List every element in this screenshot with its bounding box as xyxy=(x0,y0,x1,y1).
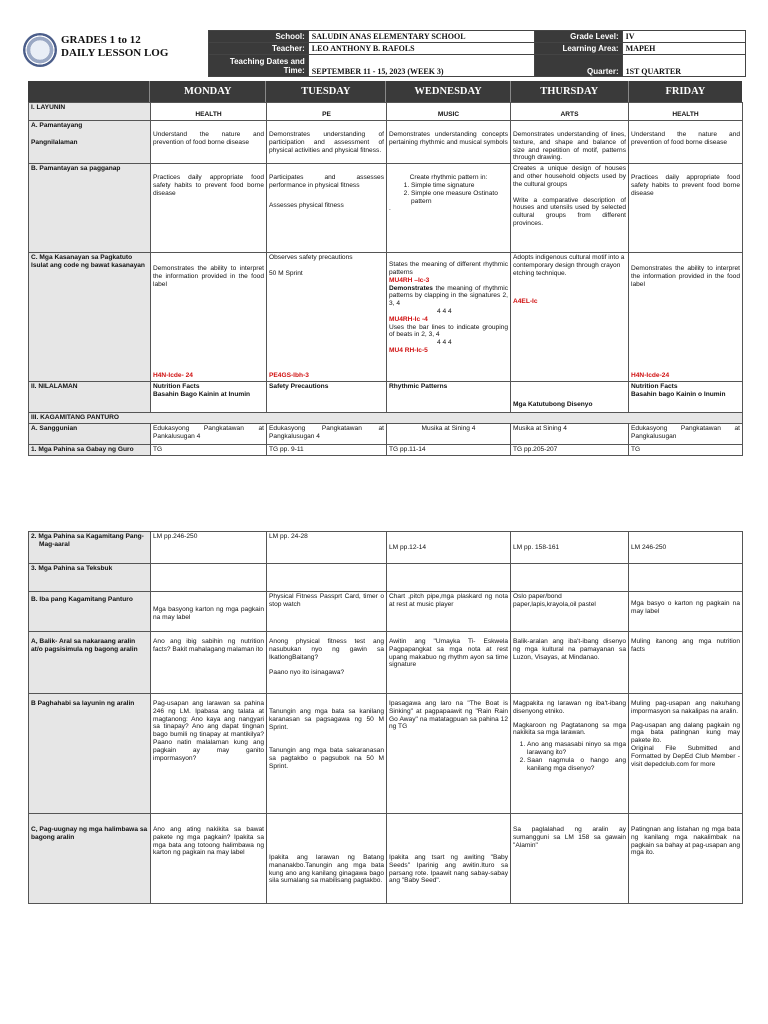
cell-text xyxy=(389,285,508,308)
weekday-corner xyxy=(28,81,149,102)
competency-code: MU4RH –Ic-3 xyxy=(389,276,430,284)
row-label-teksbuk: 3. Mga Pahina sa Teksbuk xyxy=(29,564,151,592)
competency-code: PE4GS-Ibh-3 xyxy=(269,372,309,380)
cell-kasanayan-wed xyxy=(387,253,511,382)
lesson-log-table-page-2 xyxy=(28,531,743,904)
cell-text: Nutrition Facts xyxy=(631,383,678,391)
subject-monday: HEALTH xyxy=(151,103,267,121)
cell-gabay-mon: TG xyxy=(151,444,267,455)
cell-nilalaman-tue: Safety Precautions xyxy=(267,382,387,413)
cell-paghahabi-tue xyxy=(267,694,387,814)
cell-mag-aaral-fri: LM 246-250 xyxy=(629,532,743,564)
competency-code: H4N-Icde-24 xyxy=(631,372,670,380)
label-line: Mag-aaral xyxy=(39,540,70,548)
cell-paghahabi-thu xyxy=(511,694,629,814)
row-label-sanggunian: A. Sanggunian xyxy=(29,423,151,444)
cell-kasanayan-fri xyxy=(629,253,743,382)
cell-kasanayan-tue xyxy=(267,253,387,382)
area-value: MAPEH xyxy=(622,43,745,55)
cell-teksbuk-mon xyxy=(151,564,267,592)
cell-balik-aral-mon: Ano ang ibig sabihin ng nutrition facts? Bakit mahalagang malaman ito xyxy=(151,632,267,694)
quarter-label: Quarter: xyxy=(535,55,623,77)
cell-nilalaman-wed: Rhythmic Patterns xyxy=(387,382,511,413)
cell-pag-uugnay-tue: Ipakita ang larawan ng Batang mananakbo.Tanungin ang mga bata kung ano ang kanilang ginagawa bago sila sumalang sa mabilisang pagtakbo. xyxy=(267,814,387,904)
cell-iba-pa-tue: Physical Fitness Passprt Card, timer o stop watch xyxy=(267,592,387,632)
cell-gabay-thu: TG pp.205-207 xyxy=(511,444,629,455)
cell-kasanayan-thu xyxy=(511,253,629,382)
row-label-kasanayan: C. Mga Kasanayan sa Pagkatuto Isulat ang code ng bawat kasanayan xyxy=(29,253,151,382)
day-tuesday: TUESDAY xyxy=(265,81,385,102)
teacher-value: LEO ANTHONY B. RAFOLS xyxy=(308,43,617,55)
cell-text: Paano nyo ito isinagawa? xyxy=(269,669,345,677)
row-label-balik-aral: A, Balik- Aral sa nakaraang aralin at/o pagsisimula ng bagong aralin xyxy=(29,632,151,694)
list-item: 2. Saan nagmula o hango ang kanilang mga disenyo? xyxy=(527,757,626,773)
cell-iba-pa-wed: Chart ,pitch pipe,mga plaskard ng nota at rest at music player xyxy=(387,592,511,632)
cell-balik-aral-thu: Balik-aralan ang iba't-ibang disenyo ng mga kultural na pamayanan sa Luzon, Visayas, at Mindanao. xyxy=(511,632,629,694)
competency-code: A4EL-Ic xyxy=(513,297,538,305)
cell-iba-pa-mon: Mga basyong karton ng mga pagkain na may label xyxy=(151,592,267,632)
time-signature-denominators: 4 4 4 xyxy=(437,339,452,347)
cell-balik-aral-wed: Awitin ang "Umayka Ti- Eskwela Pagpapangkat sa mga nota at rest upang makabuo ng rhythm ayon sa time signature xyxy=(387,632,511,694)
cell-mag-aaral-thu: LM pp. 158-161 xyxy=(511,532,629,564)
cell-teksbuk-wed xyxy=(387,564,511,592)
cell-mag-aaral-mon: LM pp.246-250 xyxy=(151,532,267,564)
cell-teksbuk-thu xyxy=(511,564,629,592)
competency-code: MU4RH-Ic -4 xyxy=(389,315,428,323)
cell-sanggunian-thu: Musika at Sining 4 xyxy=(511,423,629,444)
cell-pamantayang-mon: Understand the nature and prevention of food borne disease xyxy=(151,121,267,164)
row-label-layunin: I. LAYUNIN xyxy=(29,103,151,121)
list-item: 1. Ano ang masasabi ninyo sa mga larawang ito? xyxy=(527,741,626,757)
cell-text: Tanungin ang mga bata sa kanilang karanasan sa pagsagawa ng 50 M Sprint. xyxy=(269,708,384,731)
cell-text: Nutrition Facts xyxy=(153,383,200,391)
cell-pamantayang-fri: Understand the nature and prevention of food borne disease xyxy=(629,121,743,164)
cell-text: Create rhythmic pattern in: xyxy=(409,174,488,182)
cell-text: Participates and assesses performance in physical fitness xyxy=(269,174,384,189)
cell-pagganap-tue xyxy=(267,164,387,253)
document-title xyxy=(61,34,168,60)
cell-pagganap-mon: Practices daily appropriate food safety habits to prevent food borne disease xyxy=(151,164,267,253)
cell-mag-aaral-tue: LM pp. 24-28 xyxy=(267,532,387,564)
title-line-1: GRADES 1 to 12 xyxy=(61,34,141,46)
list-item: 1. Simple time signature xyxy=(411,182,508,190)
competency-code: H4N-Icde- 24 xyxy=(153,372,193,380)
depedclub-credit: Original File Submitted and Formatted by DepEd Club Member - visit depedclub.com for more xyxy=(631,744,740,768)
cell-text: Magpakita ng larawan ng iba't-ibang disenyong etniko. xyxy=(513,700,626,715)
cell-pamantayang-thu: Demonstrates understanding of lines, texture, and shape and balance of size and repetition of motif, patterns through drawing. xyxy=(511,121,629,164)
cell-text: Magkaroon ng Pagtatanong sa mga nakikita sa mga larawan. xyxy=(513,721,626,737)
cell-text: Write a comparative description of houses and utensils used by selected cultural groups from different provinces. xyxy=(513,196,626,227)
cell-gabay-wed: TG pp.11-14 xyxy=(387,444,511,455)
cell-text: Tanungin ang mga bata sakaranasan sa pagtakbo o pagsubok na 50 M Sprint. xyxy=(269,747,384,770)
row-label-paghahabi: B Paghahabi sa layunin ng aralin xyxy=(29,694,151,814)
cell-teksbuk-tue xyxy=(267,564,387,592)
weekday-header-bar xyxy=(28,81,742,102)
deped-seal-logo xyxy=(23,33,57,67)
cell-iba-pa-thu: Oslo paper/bond paper,lapis,krayola,oil pastel xyxy=(511,592,629,632)
school-label: School: xyxy=(209,31,309,43)
subject-thursday: ARTS xyxy=(511,103,629,121)
cell-balik-aral-fri: Muling itanong ang mga nutrition facts xyxy=(629,632,743,694)
rhythm-list xyxy=(389,182,508,205)
teacher-label: Teacher: xyxy=(209,43,309,55)
label-line: 2. Mga Pahina sa Kagamitang Pang- xyxy=(31,533,144,540)
cell-gabay-fri: TG xyxy=(629,444,743,455)
cell-text: Adopts indigenous cultural motif into a contemporary design through crayon etching technique. xyxy=(513,254,625,277)
area-label: Learning Area: xyxy=(535,43,623,55)
row-label-iba-pa: B. Iba pang Kagamitang Panturo xyxy=(29,592,151,632)
cell-paghahabi-wed: Ipasagawa ang laro na "The Boat is Sinking" at pagpapaawit ng "Rain Rain Go Away" na matatagpuan sa pahina 12 ng TG xyxy=(387,694,511,814)
subject-tuesday: PE xyxy=(267,103,387,121)
row-label-pagganap: B. Pamantayan sa pagganap xyxy=(29,164,151,253)
title-line-2: DAILY LESSON LOG xyxy=(61,47,169,59)
cell-text: Creates a unique design of houses and other household objects used by the cultural groups xyxy=(513,165,626,188)
cell-paghahabi-fri xyxy=(629,694,743,814)
dates-value: SEPTEMBER 11 - 15, 2023 (WEEK 3) xyxy=(308,55,617,77)
day-friday: FRIDAY xyxy=(628,81,742,102)
cell-text: Assesses physical fitness xyxy=(269,201,344,209)
cell-text: Basahin bago Kainin o Inumin xyxy=(631,390,726,398)
bold-verb: Demonstrates xyxy=(389,284,433,292)
dates-label xyxy=(209,55,309,77)
cell-nilalaman-thu: Mga Katutubong Disenyo xyxy=(511,382,629,413)
cell-text: Anong physical fitness test ang nasubukan nyo ng gawin sa IkatlongBaitang? xyxy=(269,638,384,661)
cell-sanggunian-fri: Edukasyong Pangkatawan at Pangkalusugan xyxy=(629,423,743,444)
row-label-mag-aaral xyxy=(29,532,151,564)
cell-text: Basahin Bago Kainin at Inumin xyxy=(153,390,251,398)
subject-friday: HEALTH xyxy=(629,103,743,121)
cell-text: Demonstrates the ability to interpret the information provided in the food label xyxy=(631,265,740,288)
cell-pag-uugnay-fri: Patingnan ang listahan ng mga bata ng kanilang mga nakalimbak na pagkain sa bahay at pag-usapan ang mga ito. xyxy=(629,814,743,904)
grade-value: IV xyxy=(622,31,745,43)
day-wednesday: WEDNESDAY xyxy=(385,81,509,102)
day-thursday: THURSDAY xyxy=(510,81,628,102)
lesson-log-table-page-1 xyxy=(28,102,743,456)
school-value: SALUDIN ANAS ELEMENTARY SCHOOL xyxy=(308,31,617,43)
section-kagamitang-panturo: III. KAGAMITANG PANTURO xyxy=(29,413,743,424)
question-list xyxy=(513,741,626,772)
cell-paghahabi-mon: Pag-usapan ang larawan sa pahina 246 ng LM. Ipabasa ang talata at magtanong: Ano kaya ang nangyari sa tinapay? Ano ang dapat tingnan bago bumili ng tinapay at mantikilya? Paano natin malalaman kung ang pagkain ay may ganito impormasyon? xyxy=(151,694,267,814)
cell-teksbuk-fri xyxy=(629,564,743,592)
cell-text: Observes safety precautions xyxy=(269,254,353,262)
cell-pag-uugnay-thu: Sa paglalahad ng aralin ay sumangguni sa LM 158 sa gawain "Alamin" xyxy=(511,814,629,904)
cell-nilalaman-fri xyxy=(629,382,743,413)
cell-pamantayang-tue: Demonstrates understanding of participation and assessment of physical activities and physical fitness. xyxy=(267,121,387,164)
cell-text: the meaning of rhythmic patterns by clapping in the signatures 2, 3, 4 xyxy=(389,284,508,308)
label-line: A. Pamantayang xyxy=(31,122,83,129)
cell-iba-pa-fri: Mga basyo o karton ng pagkain na may label xyxy=(629,592,743,632)
row-label-nilalaman: II. NILALAMAN xyxy=(29,382,151,413)
cell-pamantayang-wed: Demonstrates understanding concepts pertaining rhythmic and musical symbols xyxy=(387,121,511,164)
cell-pag-uugnay-wed: Ipakita ang tsart ng awiting "Baby Seeds" Iparinig ang awitin.Ituro sa parsang rote. Ipaawit nang sabay-sabay ang "Baby Seed". xyxy=(387,814,511,904)
dates-label-line-2: Time: xyxy=(283,65,305,75)
cell-sanggunian-tue: Edukasyong Pangkatawan at Pangkalusugan 4 xyxy=(267,423,387,444)
cell-text: . xyxy=(389,205,391,213)
row-label-pamantayang xyxy=(29,121,151,164)
dates-label-line-1: Teaching Dates and xyxy=(229,56,305,66)
cell-mag-aaral-wed: LM pp.12-14 xyxy=(387,532,511,564)
cell-gabay-tue: TG pp. 9-11 xyxy=(267,444,387,455)
list-item: 2. Simple one measure Ostinato pattern xyxy=(411,190,508,206)
cell-kasanayan-mon xyxy=(151,253,267,382)
cell-text: Muling pag-usapan ang nakuhang impormasyon sa nakalipas na aralin. xyxy=(631,700,740,715)
cell-pagganap-wed xyxy=(387,164,511,253)
cell-text: Pag-usapan ang dalang pagkain ng mga bata patingnan kung may pakete ito. xyxy=(631,721,740,745)
cell-text: 50 M Sprint xyxy=(269,269,303,277)
cell-sanggunian-mon: Edukasyong Pangkatawan at Pankalusugan 4 xyxy=(151,423,267,444)
row-label-gabay: 1. Mga Pahina sa Gabay ng Guro xyxy=(29,444,151,455)
cell-nilalaman-mon xyxy=(151,382,267,413)
grade-label: Grade Level: xyxy=(535,31,623,43)
label-line: Pangnilalaman xyxy=(31,138,78,146)
cell-pag-uugnay-mon: Ano ang ating nakikita sa bawat pakete ng mga pagkain? Ipakita sa mga bata ang totoong halimbawa ng karton ng pagkain na may label xyxy=(151,814,267,904)
row-label-pag-uugnay: C, Pag-uugnay ng mga halimbawa sa bagong aralin xyxy=(29,814,151,904)
cell-pagganap-fri: Practices daily appropriate food safety habits to prevent food borne disease xyxy=(629,164,743,253)
subject-wednesday: MUSIC xyxy=(387,103,511,121)
cell-balik-aral-tue xyxy=(267,632,387,694)
cell-text: States the meaning of different rhythmic patterns xyxy=(389,261,508,276)
competency-code: MU4 RH-Ic-5 xyxy=(389,346,428,354)
day-monday: MONDAY xyxy=(149,81,265,102)
header-meta-right xyxy=(534,30,746,77)
time-signature-denominators: 4 4 4 xyxy=(437,307,452,315)
cell-pagganap-thu xyxy=(511,164,629,253)
quarter-value: 1ST QUARTER xyxy=(622,55,745,77)
cell-text: Demonstrates the ability to interpret the information provided in the food label xyxy=(153,265,264,288)
cell-text: Uses the bar lines to indicate grouping of beats in 2, 3, 4 xyxy=(389,323,508,339)
cell-sanggunian-wed: Musika at Sining 4 xyxy=(387,423,511,444)
